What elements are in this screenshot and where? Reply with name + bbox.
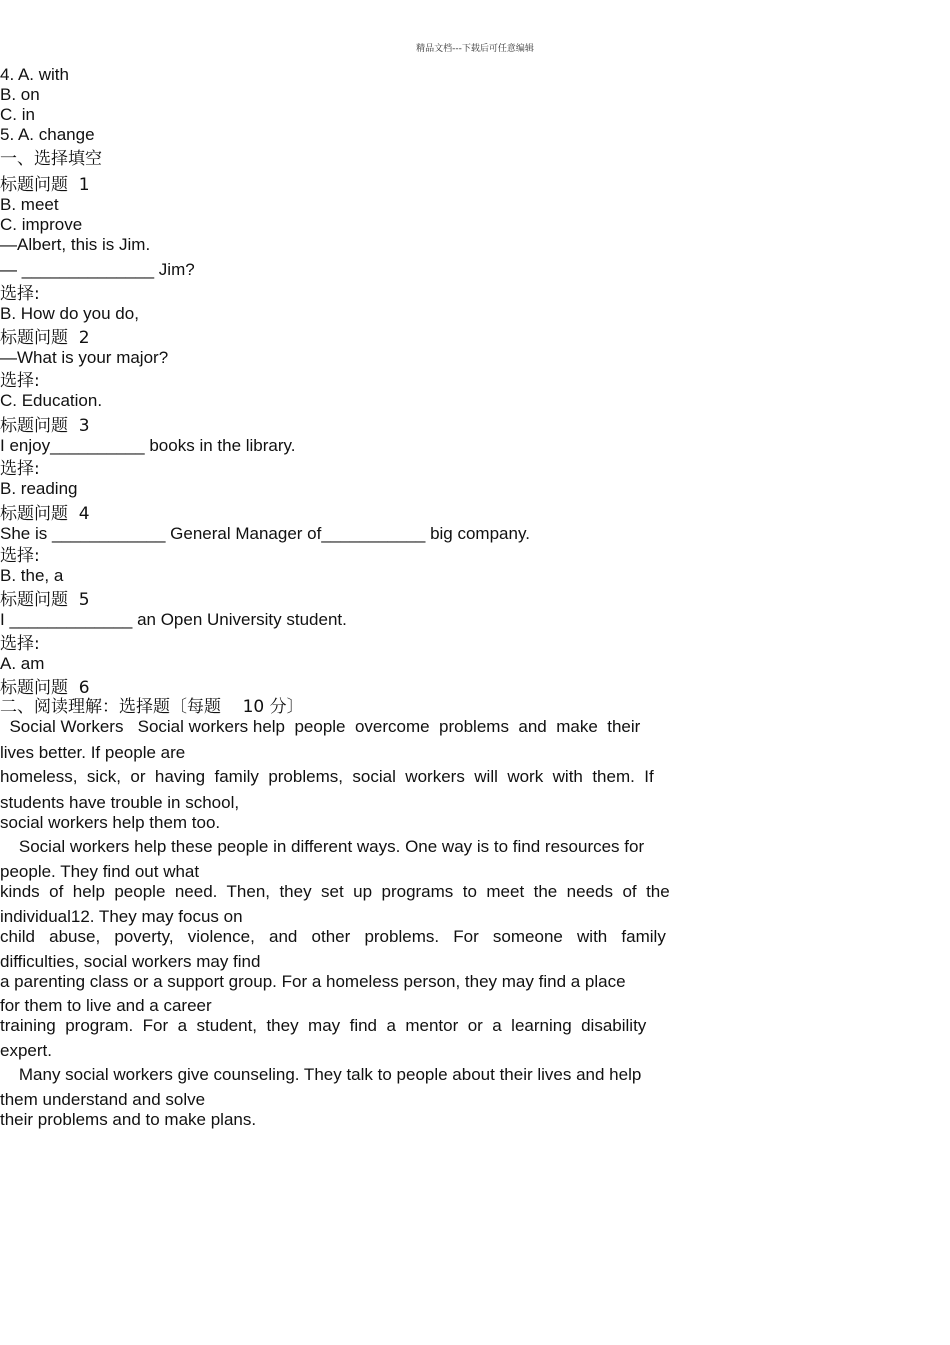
passage-line: students have trouble in school,	[0, 793, 240, 812]
answer-line: B. How do you do,	[0, 304, 139, 323]
question-title: 标题问题 1	[0, 175, 90, 195]
answer-line: B. the, a	[0, 566, 64, 585]
choice-label: 选择:	[0, 371, 40, 391]
passage-line: for them to live and a career	[0, 996, 212, 1015]
answer-line: 4. A. with	[0, 65, 69, 84]
passage-line: Social Workers Social workers help people overcome problems and make their	[0, 717, 641, 736]
passage-line: Social workers help these people in different ways. One way is to find resources for	[0, 837, 645, 856]
answer-line: B. on	[0, 85, 40, 104]
passage-line: Many social workers give counseling. They talk to people about their lives and help	[0, 1065, 642, 1084]
choice-label: 选择:	[0, 284, 40, 304]
section-heading: 二、阅读理解：选择题〔每题 10 分〕	[0, 697, 304, 717]
passage-line: a parenting class or a support group. For a homeless person, they may find a place	[0, 972, 626, 991]
passage-line: people. They find out what	[0, 862, 200, 881]
question-text: — ______________ Jim?	[0, 260, 195, 279]
passage-line: individual12. They may focus on	[0, 907, 243, 926]
question-text: I _____________ an Open University student.	[0, 610, 347, 629]
answer-line: C. in	[0, 105, 35, 124]
question-title: 标题问题 3	[0, 416, 90, 436]
answer-line: A. am	[0, 654, 45, 673]
choice-label: 选择:	[0, 459, 40, 479]
question-text: —What is your major?	[0, 348, 169, 367]
question-title: 标题问题 2	[0, 328, 90, 348]
answer-line: C. Education.	[0, 391, 103, 410]
answer-line: B. reading	[0, 479, 78, 498]
choice-label: 选择:	[0, 634, 40, 654]
answer-line: C. improve	[0, 215, 83, 234]
passage-line: child abuse, poverty, violence, and other problems. For someone with family	[0, 927, 666, 946]
passage-line: training program. For a student, they may find a mentor or a learning disability	[0, 1016, 647, 1035]
question-text: She is ____________ General Manager of___________ big company.	[0, 524, 530, 543]
passage-line: kinds of help people need. Then, they set up programs to meet the needs of the	[0, 882, 670, 901]
passage-line: their problems and to make plans.	[0, 1110, 257, 1129]
passage-line: expert.	[0, 1041, 52, 1060]
answer-line: 5. A. change	[0, 125, 95, 144]
question-text: I enjoy__________ books in the library.	[0, 436, 296, 455]
passage-line: homeless, sick, or having family problems, social workers will work with them. If	[0, 767, 654, 786]
question-text: —Albert, this is Jim.	[0, 235, 151, 254]
passage-line: lives better. If people are	[0, 743, 186, 762]
page-header-watermark: 精品文档---下载后可任意编辑	[416, 44, 534, 54]
passage-line: them understand and solve	[0, 1090, 206, 1109]
choice-label: 选择:	[0, 546, 40, 566]
section-heading: 一、选择填空	[0, 149, 102, 169]
question-title: 标题问题 4	[0, 504, 90, 524]
answer-line: B. meet	[0, 195, 59, 214]
question-title: 标题问题 5	[0, 590, 90, 610]
passage-line: difficulties, social workers may find	[0, 952, 261, 971]
question-title: 标题问题 6	[0, 678, 90, 698]
passage-line: social workers help them too.	[0, 813, 221, 832]
